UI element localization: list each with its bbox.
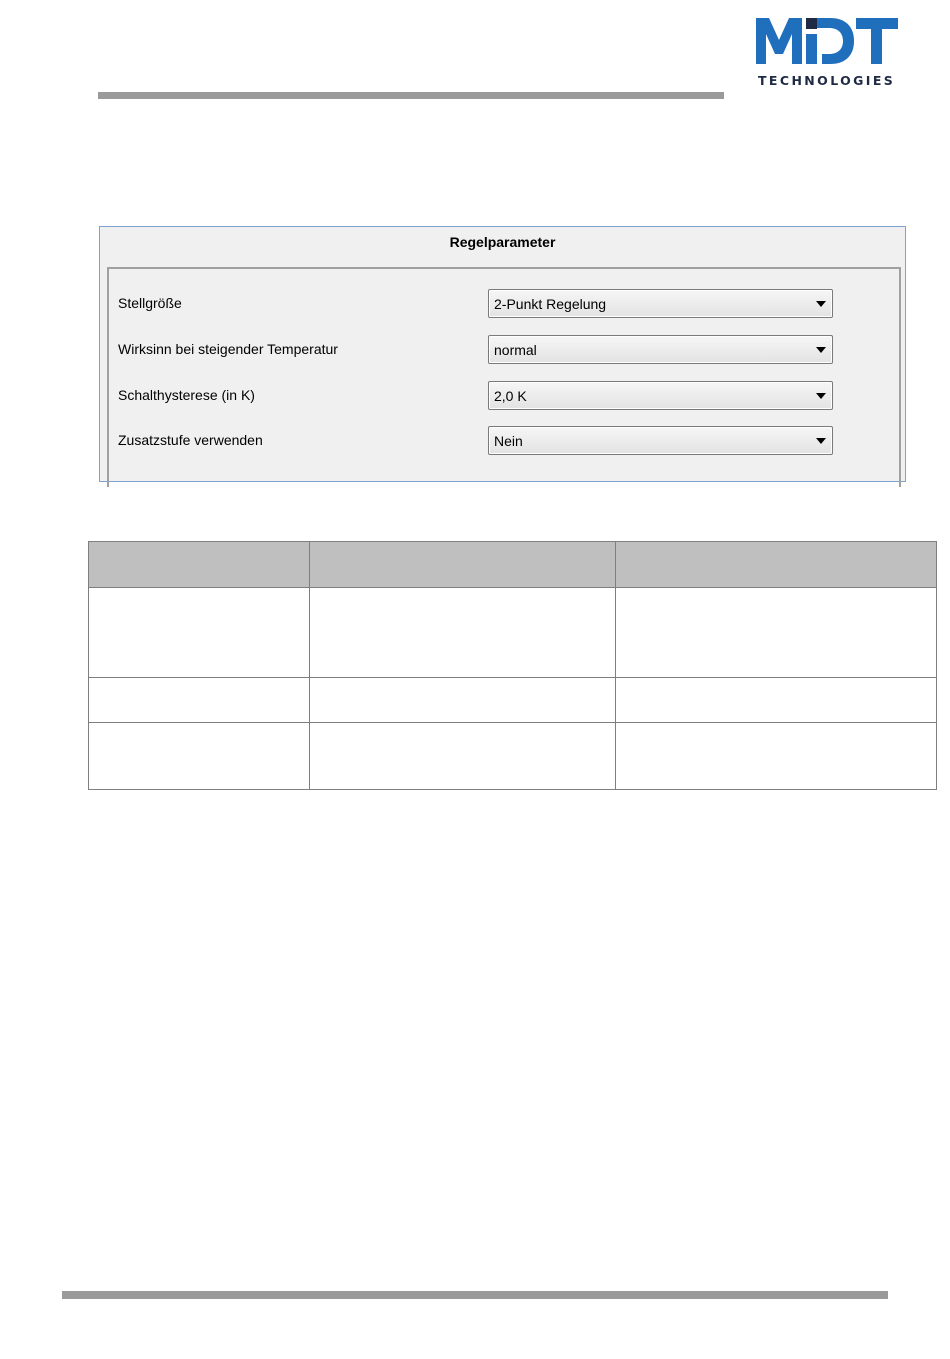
dropdown-arrow-icon[interactable] — [816, 438, 826, 444]
table-cell — [616, 588, 937, 678]
select-value: Nein — [494, 433, 523, 449]
table-row — [89, 723, 937, 790]
stellgroesse-select[interactable] — [488, 289, 833, 318]
logo-mark-icon — [756, 18, 898, 64]
table-row — [89, 678, 937, 723]
table-cell — [616, 723, 937, 790]
param-row-schalthysterese — [109, 381, 899, 409]
mdt-logo — [756, 18, 900, 90]
dropdown-arrow-icon[interactable] — [816, 347, 826, 353]
dropdown-arrow-icon[interactable] — [816, 393, 826, 399]
select-value: 2-Punkt Regelung — [494, 296, 607, 312]
schalthysterese-select[interactable] — [488, 381, 833, 410]
regelparameter-dialog — [99, 226, 906, 482]
table-header-cell — [310, 542, 616, 588]
table-header-cell — [616, 542, 937, 588]
table-cell — [310, 678, 616, 723]
param-row-stellgroesse — [109, 289, 899, 317]
param-label: Wirksinn bei steigender Temperatur — [118, 341, 338, 357]
dialog-title: Regelparameter — [449, 234, 556, 250]
table-header-cell — [89, 542, 310, 588]
param-row-zusatzstufe — [109, 426, 899, 454]
table-row — [89, 588, 937, 678]
param-label: Zusatzstufe verwenden — [118, 432, 263, 448]
select-value: 2,0 K — [494, 388, 527, 404]
table-cell — [89, 723, 310, 790]
logo-subtext: TECHNOLOGIES — [758, 73, 896, 88]
select-value: normal — [494, 342, 537, 358]
table-cell — [89, 588, 310, 678]
footer-rule — [62, 1291, 888, 1299]
param-row-wirksinn — [109, 335, 899, 363]
table-cell — [89, 678, 310, 723]
parameter-group — [107, 267, 901, 487]
table-cell — [310, 588, 616, 678]
dropdown-arrow-icon[interactable] — [816, 301, 826, 307]
table-cell — [310, 723, 616, 790]
param-label: Stellgröße — [118, 295, 182, 311]
wirksinn-select[interactable] — [488, 335, 833, 364]
zusatzstufe-select[interactable] — [488, 426, 833, 455]
table-header-row — [89, 542, 937, 588]
param-label: Schalthysterese (in K) — [118, 387, 255, 403]
parameter-table — [88, 541, 937, 790]
table-cell — [616, 678, 937, 723]
header-rule — [98, 92, 724, 99]
